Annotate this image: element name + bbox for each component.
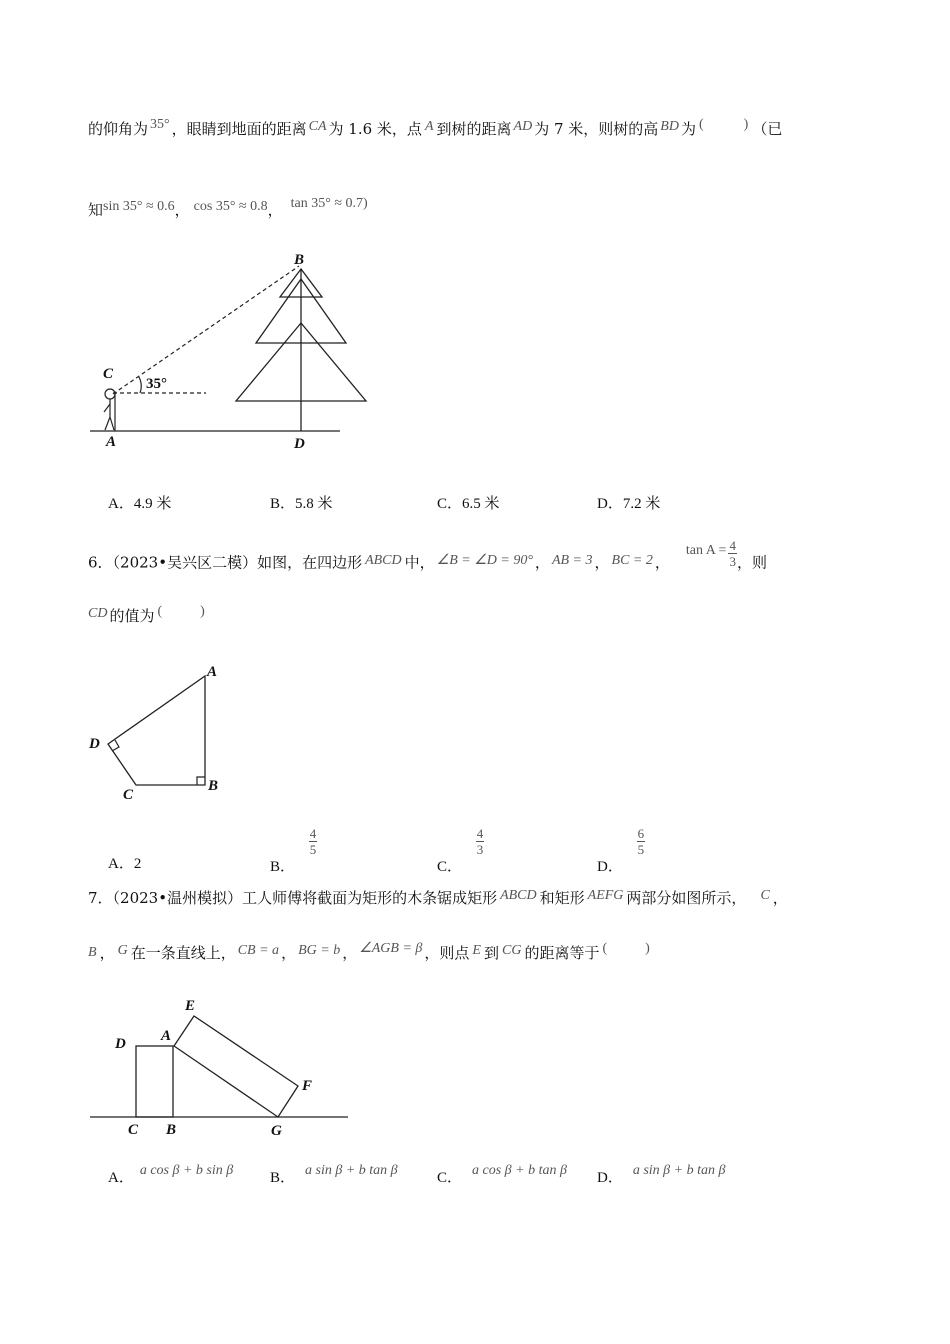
q5-stem-line2: 知sin 35° ≈ 0.6， cos 35° ≈ 0.8， tan 35° ≈ 0.7) [88,196,368,219]
label-G: G [271,1123,282,1139]
rectangle-AEFG [174,1016,298,1117]
label-A: A [106,434,117,450]
q5-option-a[interactable]: A．4.9 米 [108,496,172,512]
label-A: A [161,1028,172,1044]
label-C: C [128,1122,139,1138]
rectangle-ABCD [136,1046,173,1117]
q6-option-d[interactable]: D． $\frac{6}{5}$ [597,826,645,875]
q5-stem-line1: 的仰角为 35° ，眼睛到地面的距离 CA 为 1.6 米，点 A 到树的距离 AD 为 7 米，则树的高 BD 为 ( ) （已 [88,117,783,138]
q7-stem-line1: 7．（2023•温州模拟）工人师傅将截面为矩形的木条锯成矩形 ABCD 和矩形 AEFG 两部分如图所示， C ， [88,888,788,907]
q6-option-a[interactable]: A．2 [108,856,142,872]
label-D: D [294,436,305,452]
label-B: B [294,252,305,268]
label-E: E [185,998,196,1014]
q7-stem-line2: B ， G 在一条直线上， CB = a ， BG = b ， ∠AGB = β ，则点 E 到 CG 的距离等于 ( ) [88,941,650,962]
q7-option-a[interactable]: A． a cos β + b sin β [108,1163,234,1186]
q5-option-c[interactable]: C．6.5 米 [437,496,500,512]
label-A: A [207,664,218,680]
label-B: B [166,1122,177,1138]
label-C: C [103,366,114,382]
q6-option-c[interactable]: C． $\frac{4}{3}$ [437,826,484,875]
label-B: B [208,778,219,794]
q6-stem-line2: CD 的值为 ( ) [88,604,205,625]
q6-option-b[interactable]: B． $\frac{4}{5}$ [270,826,317,875]
q5-option-b[interactable]: B．5.8 米 [270,496,333,512]
q7-option-c[interactable]: C． a cos β + b tan β [437,1163,567,1186]
label-F: F [302,1078,313,1094]
label-D: D [89,736,100,752]
q7-option-d[interactable]: D． a sin β + b tan β [597,1163,726,1186]
q6-stem-line1: 6．（2023•吴兴区二模）如图，在四边形 ABCD 中， ∠B = ∠D = 90° ， AB = 3 ， BC = 2 ，tan A = $\frac{4}{3}$ ，则 [88,538,767,572]
angle-label: 35° [146,376,167,392]
label-C: C [123,787,134,803]
q7-option-b[interactable]: B． a sin β + b tan β [270,1163,398,1186]
q5-option-d[interactable]: D．7.2 米 [597,496,661,512]
label-D: D [115,1036,126,1052]
